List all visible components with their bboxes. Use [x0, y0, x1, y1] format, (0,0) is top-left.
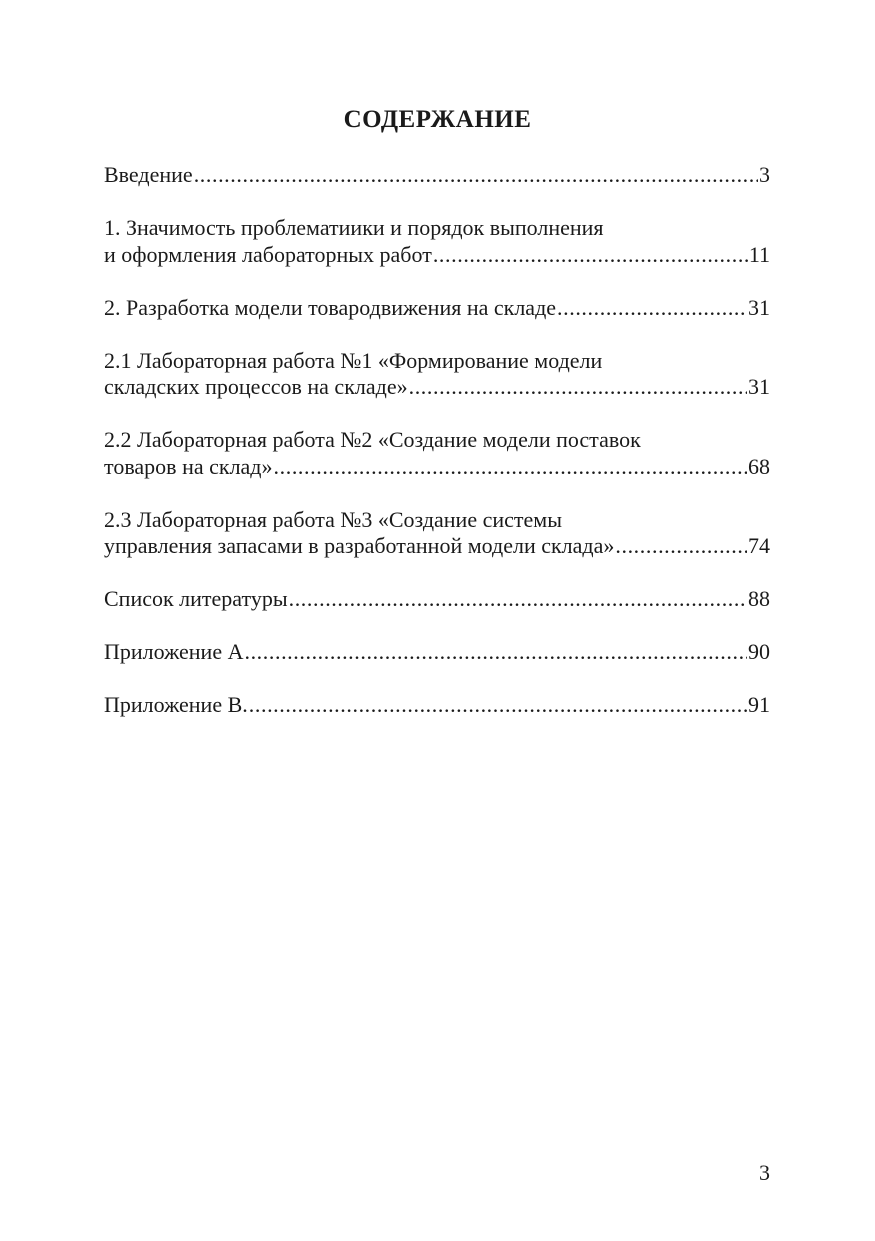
toc-page-number: 88	[748, 586, 770, 611]
dot-leader	[615, 533, 747, 560]
dot-leader	[274, 454, 747, 481]
dot-leader	[557, 295, 747, 322]
toc-entry-title-line-2: складских процессов на складе»	[104, 374, 408, 399]
toc-page-number: 31	[748, 374, 770, 399]
toc-page-number: 31	[748, 294, 770, 320]
dot-leader	[289, 586, 747, 613]
toc-entry-title-line-1: 2.2 Лабораторная работа №2 «Создание модели поставок	[104, 427, 641, 452]
toc-entry-title-line-2: управления запасами в разработанной модели склада»	[104, 533, 615, 558]
toc-leader-line	[104, 692, 770, 719]
toc-entry-title-line-2: и оформления лабораторных работ	[104, 241, 432, 267]
dot-leader	[409, 374, 747, 401]
toc-entry-title-line-1: 2.1 Лабораторная работа №1 «Формирование модели	[104, 347, 603, 373]
toc-entry-introduction	[104, 162, 770, 189]
toc-leader-line	[104, 295, 770, 322]
toc-page-number: 74	[748, 533, 770, 558]
toc-leader-line	[104, 454, 770, 481]
toc-entry-title: Приложение В.	[104, 692, 248, 717]
toc-entry-section-2-3	[104, 507, 770, 560]
toc-entry-title: 2. Разработка модели товародвижения на складе	[104, 294, 557, 320]
toc-entry-title: Список литературы	[104, 586, 288, 611]
dot-leader	[249, 692, 747, 719]
page-title: СОДЕРЖАНИЕ	[343, 106, 532, 133]
toc-leader-line	[104, 533, 770, 560]
toc-entry-title-line-1: 2.3 Лабораторная работа №3 «Создание системы	[104, 506, 562, 532]
dot-leader	[433, 242, 748, 269]
toc-page-number: 68	[748, 453, 770, 479]
toc-entry-references	[104, 586, 770, 613]
toc-entry-appendix-b	[104, 692, 770, 719]
toc-entry-title-line-2: товаров на склад»	[104, 453, 273, 479]
toc-leader-line	[104, 162, 770, 189]
toc-page-number: 91	[748, 692, 770, 717]
toc-entry-title: Введение	[104, 162, 193, 187]
dot-leader	[244, 639, 747, 666]
toc-entry-appendix-a	[104, 639, 770, 666]
dot-leader	[194, 162, 758, 189]
toc-entry-section-2	[104, 295, 770, 322]
toc-leader-line	[104, 374, 770, 401]
toc-page-number: 90	[748, 639, 770, 664]
toc-entry-title: Приложение А	[104, 639, 244, 664]
page-number: 3	[759, 1160, 770, 1185]
toc-entry-section-2-1	[104, 348, 770, 401]
toc-entry-section-1	[104, 215, 770, 268]
toc-page-number: 11	[748, 241, 770, 267]
toc-page-number: 3	[759, 162, 770, 187]
table-of-contents	[104, 162, 770, 719]
toc-leader-line	[104, 639, 770, 666]
toc-leader-line	[104, 242, 770, 269]
toc-entry-section-2-2	[104, 427, 770, 480]
toc-leader-line	[104, 586, 770, 613]
toc-entry-title-line-1: 1. Значимость проблематиики и порядок выполнения	[104, 215, 604, 240]
